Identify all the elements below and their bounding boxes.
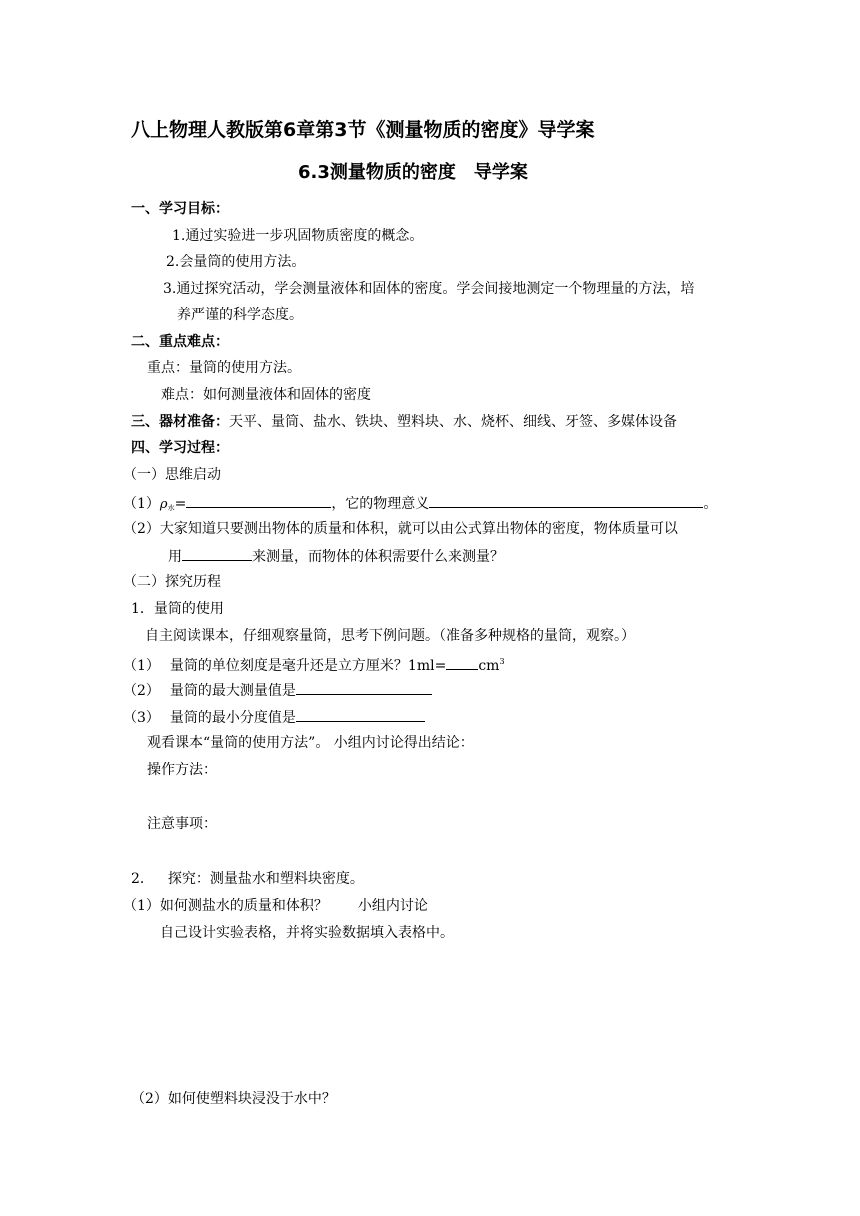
rho-subscript: 水 xyxy=(167,504,175,512)
answer-blank[interactable] xyxy=(186,492,331,508)
document-subtitle: 6.3测量物质的密度 导学案 xyxy=(298,162,528,183)
section-key-points-heading: 二、重点难点： xyxy=(131,334,229,350)
difficulty-point: 难点：如何测量液体和固体的密度 xyxy=(161,387,371,403)
document-title: 八上物理人教版第6章第3节《测量物质的密度》导学案 xyxy=(131,119,595,141)
question-number: （2） xyxy=(123,683,160,699)
question-text: 量筒的最小分度值是 xyxy=(169,710,296,726)
topic-graduated-cylinder: 1．量筒的使用 xyxy=(131,601,224,617)
materials-list: 天平、量筒、盐水、铁块、塑料块、水、烧杯、细线、牙签、多媒体设备 xyxy=(229,414,677,430)
period: 。 xyxy=(703,496,718,512)
rho-symbol: ρ xyxy=(159,497,168,512)
question-1 xyxy=(123,492,717,518)
equals-sign: = xyxy=(174,496,187,512)
answer-blank[interactable] xyxy=(429,492,703,508)
answer-blank[interactable] xyxy=(296,706,425,722)
watch-instruction: 观看课本“量筒的使用方法”。 小组内讨论得出结论： xyxy=(147,735,474,751)
question-3 xyxy=(123,652,505,676)
question-4 xyxy=(123,679,432,701)
operation-method-label: 操作方法： xyxy=(147,762,217,778)
unit-superscript: 3 xyxy=(499,657,505,666)
question-number: （1） xyxy=(123,658,160,674)
topic-number: 2． xyxy=(131,871,154,887)
part-thinking-start: （一）思维启动 xyxy=(123,467,221,483)
question-number: （3） xyxy=(123,710,160,726)
part-exploration: （二）探究历程 xyxy=(123,574,221,590)
notes-label: 注意事项： xyxy=(147,816,217,832)
question-text: 用 xyxy=(168,549,182,565)
question-5 xyxy=(123,706,425,728)
topic-intro: 自主阅读课本，仔细观察量筒，思考下例问题。（准备多种规格的量筒，观察。） xyxy=(145,628,635,644)
goal-item: 2.会量筒的使用方法。 xyxy=(166,254,306,270)
topic-explore-density xyxy=(131,869,364,889)
answer-blank[interactable] xyxy=(296,679,432,695)
question-tail: 小组内讨论 xyxy=(357,898,428,914)
question-text: ，它的物理意义 xyxy=(331,496,430,512)
section-process-heading: 四、学习过程： xyxy=(131,440,229,456)
answer-blank[interactable] xyxy=(446,654,478,670)
question-text: 来测量，而物体的体积需要什么来测量？ xyxy=(252,549,504,565)
question-2-line-2 xyxy=(168,545,504,567)
goal-item: 3.通过探究活动，学会测量液体和固体的密度。学会间接地测定一个物理量的方法，培 xyxy=(163,281,695,297)
question-text: 量筒的最大测量值是 xyxy=(169,683,296,699)
answer-blank[interactable] xyxy=(182,545,252,561)
question-text: 量筒的单位刻度是毫升还是立方厘米？1ml= xyxy=(169,658,447,674)
section-learning-goals-heading: 一、学习目标： xyxy=(131,201,229,217)
key-point: 重点：量筒的使用方法。 xyxy=(147,360,301,376)
question-7: （2）如何使塑料块浸没于水中？ xyxy=(131,1091,336,1107)
question-number: （1） xyxy=(123,496,160,512)
unit: cm xyxy=(478,658,500,674)
question-2-line-1: （2）大家知道只要测出物体的质量和体积，就可以由公式算出物体的密度，物体质量可以 xyxy=(123,521,678,537)
question-6 xyxy=(123,896,428,916)
materials-line xyxy=(131,412,677,432)
topic-text: 探究：测量盐水和塑料块密度。 xyxy=(167,871,364,887)
goal-item-continued: 养严谨的科学态度。 xyxy=(177,307,303,323)
goal-item: 1.通过实验进一步巩固物质密度的概念。 xyxy=(172,228,424,244)
design-instruction: 自己设计实验表格，并将实验数据填入表格中。 xyxy=(160,925,454,941)
section-materials-heading: 三、器材准备： xyxy=(131,414,229,430)
question-text: （1）如何测盐水的质量和体积？ xyxy=(123,898,328,914)
